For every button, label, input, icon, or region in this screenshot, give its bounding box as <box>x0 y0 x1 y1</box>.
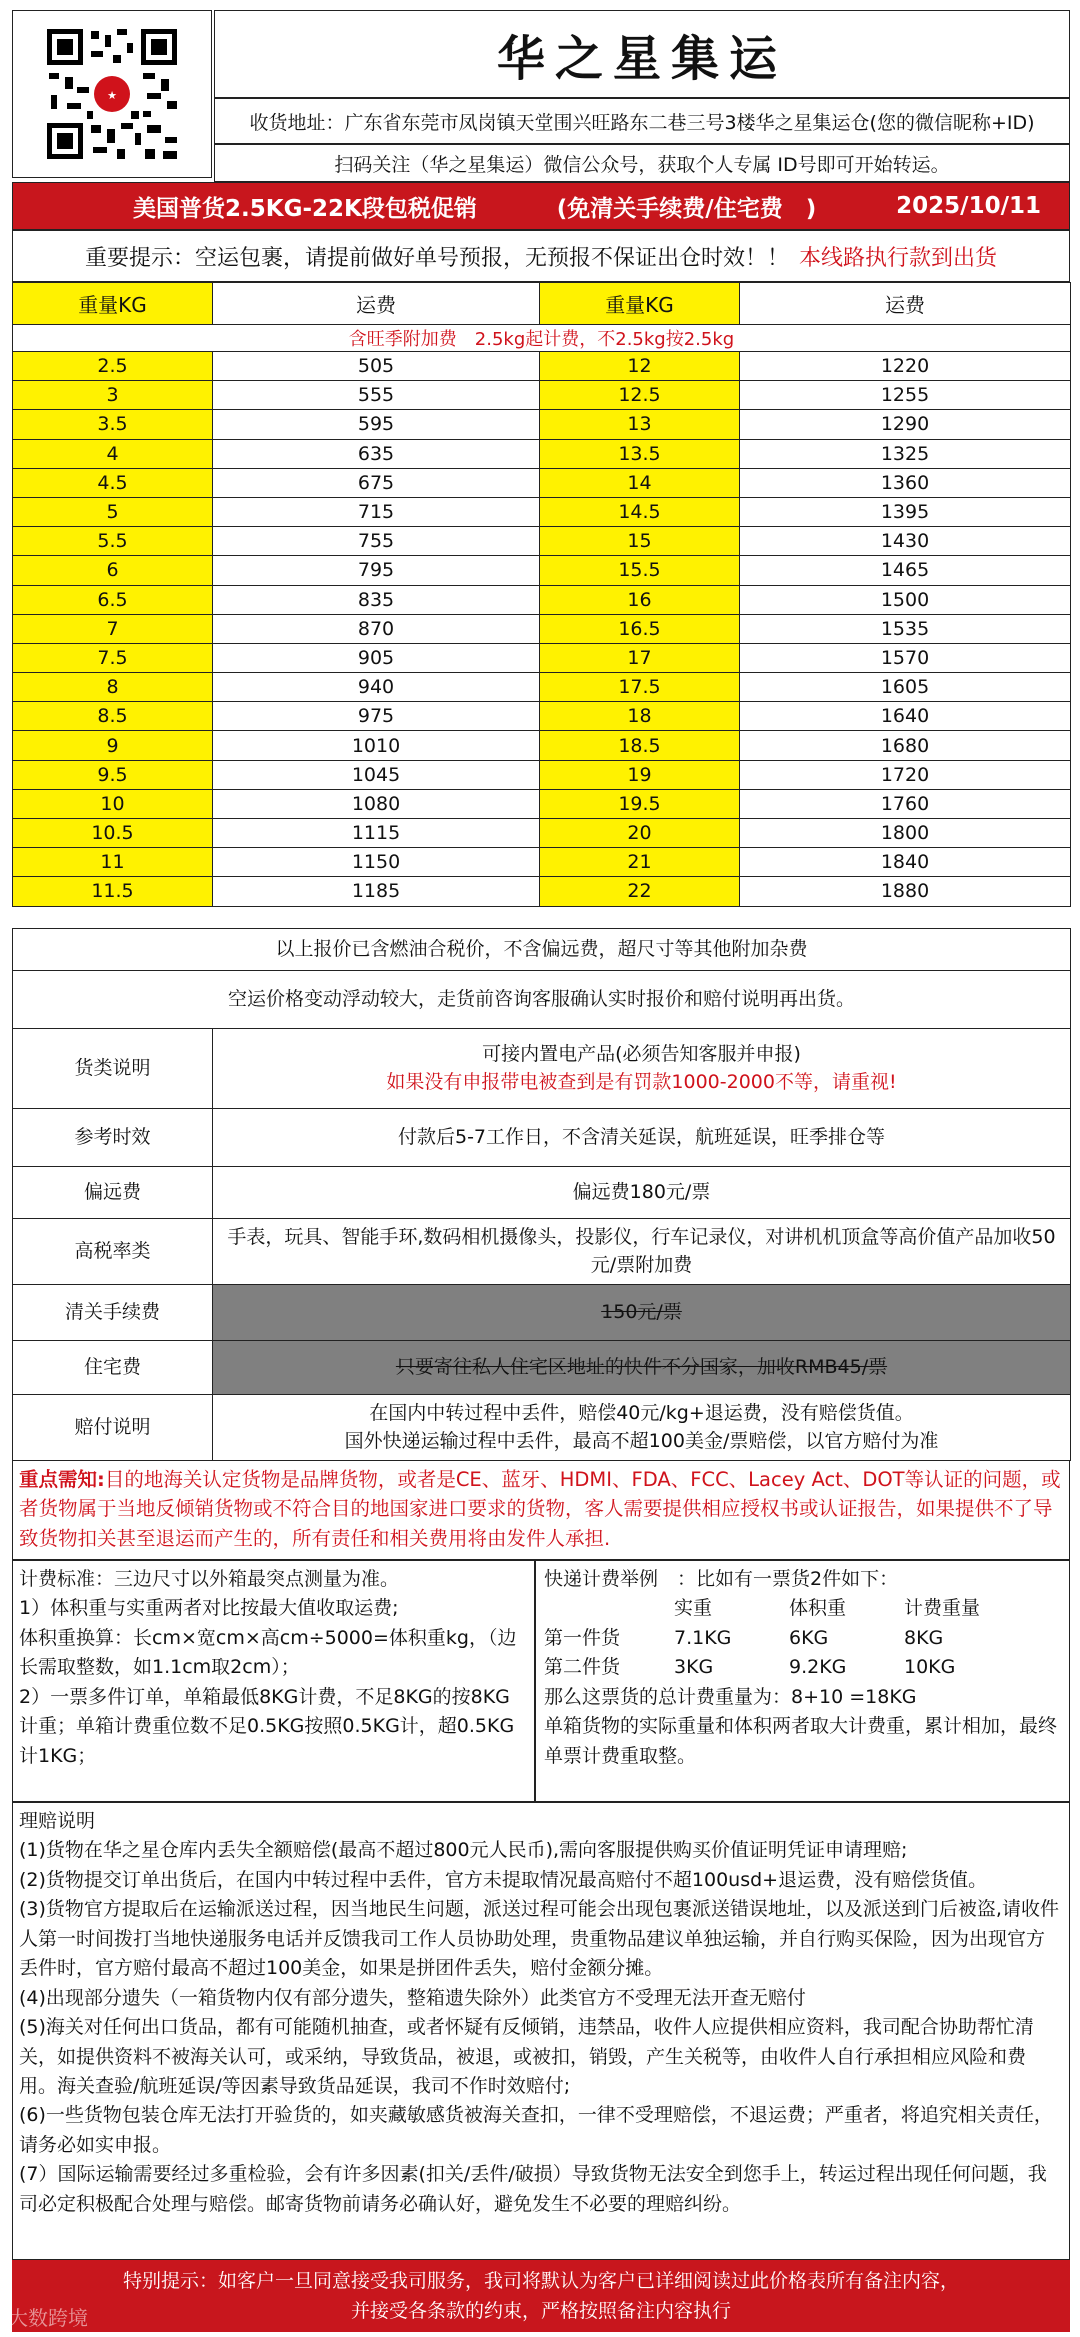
billing-line: 2）一票多件订单，单箱最低8KG计费，不足8KG的按8KG计重；单箱计费重位数不足0.5KG按照0.5KG计，超0.5KG计1KG； <box>19 1685 515 1767</box>
fee-right-cell: 1255 <box>740 381 1071 410</box>
notice-red-text: 本线路执行款到出货 <box>799 245 998 271</box>
footer-line-2: 并接受各条款的约束，严格按照备注内容执行 <box>350 2300 731 2322</box>
claims-item: (3)货物官方提取后在运输派送过程，因当地民生问题，派送过程可能会出现包裹派送错误地址，以及派送到门后被盗,请收件人第一时间拨打当地快递服务电话并反馈我司工作人员协助处理，贵重物品建议单独运输，并自行购买保险，因为出现官方丢件时，官方赔付最高不超过100美金，如果是拼团件丢失，赔付金额分摊。 <box>19 1898 1059 1980</box>
fee-left-cell: 975 <box>213 702 540 731</box>
info-line-tax: 以上报价已含燃油合税价，不含偏远费，超尺寸等其他附加杂费 <box>13 929 1071 971</box>
remote-fee-value: 偏远费180元/票 <box>213 1167 1071 1219</box>
rate-row <box>13 673 1071 702</box>
fee-right-cell: 1465 <box>740 556 1071 585</box>
transit-time-value: 付款后5-7工作日，不含清关延误，航班延误，旺季排仓等 <box>213 1109 1071 1167</box>
header-fee-right: 运费 <box>740 283 1071 325</box>
scan-note: 扫码关注（华之星集运）微信公众号，获取个人专属 ID号即可开始转运。 <box>214 144 1070 182</box>
fee-left-cell: 1010 <box>213 731 540 760</box>
fee-left-cell: 675 <box>213 468 540 497</box>
compensation-label: 赔付说明 <box>13 1395 213 1461</box>
weight-left-cell: 7.5 <box>13 643 213 672</box>
rate-row <box>13 789 1071 818</box>
weight-right-cell: 16 <box>540 585 740 614</box>
fee-right-cell: 1680 <box>740 731 1071 760</box>
weight-left-cell: 3.5 <box>13 410 213 439</box>
weight-right-cell: 12 <box>540 352 740 381</box>
fee-right-cell: 1220 <box>740 352 1071 381</box>
billing-line: 体积重换算：长cm×宽cm×高cm÷5000=体积重kg，（边长需取整数，如1.1cm取2cm）； <box>19 1626 517 1679</box>
fee-left-cell: 905 <box>213 643 540 672</box>
notice-text: 重要提示：空运包裹，请提前做好单号预报，无预报不保证出仓时效！！ <box>84 245 789 271</box>
qr-code <box>12 10 212 178</box>
rate-table <box>12 282 1071 907</box>
high-tax-label: 高税率类 <box>13 1219 213 1285</box>
example-header-actual: 实重 <box>674 1597 713 1620</box>
weight-left-cell: 3 <box>13 381 213 410</box>
weight-right-cell: 15 <box>540 527 740 556</box>
weight-right-cell: 17 <box>540 643 740 672</box>
weight-left-cell: 11.5 <box>13 877 213 906</box>
example-row <box>544 1653 1061 1682</box>
billing-line: 计费标准：三边尺寸以外箱最突点测量为准。 <box>19 1568 400 1590</box>
fee-right-cell: 1880 <box>740 877 1071 906</box>
residential-fee-label: 住宅费 <box>13 1341 213 1395</box>
rate-row <box>13 614 1071 643</box>
info-line-price-change: 空运价格变动浮动较大，走货前咨询客服确认实时报价和赔付说明再出货。 <box>13 971 1071 1029</box>
weight-left-cell: 8.5 <box>13 702 213 731</box>
fee-right-cell: 1570 <box>740 643 1071 672</box>
claims-item: (4)出现部分遗失（一箱货物内仅有部分遗失，整箱遗失除外）此类官方不受理无法开查无赔付 <box>19 1986 806 2009</box>
weight-left-cell: 11 <box>13 848 213 877</box>
key-notes-prefix: 重点需知: <box>19 1468 105 1491</box>
compensation-value <box>213 1395 1071 1461</box>
important-notice <box>12 230 1070 282</box>
weight-left-cell: 5 <box>13 497 213 526</box>
rate-row <box>13 731 1071 760</box>
example-total: 那么这票货的总计费重量为：8+10 =18KG <box>544 1685 917 1708</box>
promo-date: 2025/10/11 <box>896 193 1041 219</box>
high-tax-value: 手表，玩具、智能手环,数码相机摄像头，投影仪，行车记录仪，对讲机机顶盒等高价值产品加收50元/票附加费 <box>213 1219 1071 1285</box>
fee-right-cell: 1500 <box>740 585 1071 614</box>
compensation-overseas: 国外快递运输过程中丢件，最高不超100美金/票赔偿，以官方赔付为准 <box>344 1429 939 1452</box>
example-cell: 10KG <box>904 1656 956 1679</box>
fee-left-cell: 1185 <box>213 877 540 906</box>
promo-banner <box>12 182 1070 230</box>
fee-right-cell: 1290 <box>740 410 1071 439</box>
weight-right-cell: 22 <box>540 877 740 906</box>
weight-left-cell: 4.5 <box>13 468 213 497</box>
billing-example <box>535 1560 1070 1802</box>
company-title: 华之星集运 <box>214 10 1070 98</box>
fee-left-cell: 715 <box>213 497 540 526</box>
example-cell: 6KG <box>789 1626 829 1649</box>
fee-left-cell: 505 <box>213 352 540 381</box>
weight-right-cell: 13.5 <box>540 439 740 468</box>
example-title: 快递计费举例 ：比如有一票货2件如下： <box>544 1568 899 1590</box>
fee-right-cell: 1720 <box>740 760 1071 789</box>
surcharge-note: 含旺季附加费 2.5kg起计费，不2.5kg按2.5kg <box>13 325 1071 352</box>
header-weight-left: 重量KG <box>13 283 213 325</box>
claims-item: (6)一些货物包装仓库无法打开验货的，如夹藏敏感货被海关查扣，一律不受理赔偿，不退运费；严重者，将追究相关责任，请务必如实申报。 <box>19 2104 1053 2156</box>
weight-left-cell: 4 <box>13 439 213 468</box>
weight-left-cell: 6.5 <box>13 585 213 614</box>
example-cell: 3KG <box>674 1656 714 1679</box>
rate-row <box>13 585 1071 614</box>
info-table <box>12 928 1071 1461</box>
claims-item: (1)货物在华之星仓库内丢失全额赔偿(最高不超过800元人民币),需向客服提供购买价值证明凭证申请理赔; <box>19 1839 908 1862</box>
billing-line: 1）体积重与实重两者对比按最大值收取运费; <box>19 1597 399 1620</box>
fee-right-cell: 1360 <box>740 468 1071 497</box>
weight-right-cell: 18 <box>540 702 740 731</box>
key-notes-text: 目的地海关认定货物是品牌货物，或者是CE、蓝牙、HDMI、FDA、FCC、Lacey Act、DOT等认证的问题，或者货物属于当地反倾销货物或不符合目的地国家进口要求的货物，客人需要提供相应授权书或认证报告，如果提供不了导致货物扣关甚至退运而产生的，所有责任和相关费用将由发件人承担. <box>19 1468 1061 1550</box>
weight-right-cell: 19.5 <box>540 789 740 818</box>
watermark: 大数跨境 <box>8 2306 88 2330</box>
cargo-type-label: 货类说明 <box>13 1029 213 1109</box>
billing-standard <box>12 1560 535 1802</box>
fee-right-cell: 1325 <box>740 439 1071 468</box>
fee-left-cell: 555 <box>213 381 540 410</box>
example-header-volume: 体积重 <box>789 1597 847 1620</box>
residential-fee-value: 只要寄往私人住宅区地址的快件不分国家，加收RMB45/票 <box>213 1341 1071 1395</box>
fee-left-cell: 1115 <box>213 819 540 848</box>
example-cell: 9.2KG <box>789 1656 847 1679</box>
weight-left-cell: 10 <box>13 789 213 818</box>
fee-left-cell: 1045 <box>213 760 540 789</box>
clearance-fee-value: 150元/票 <box>213 1285 1071 1341</box>
rate-row <box>13 439 1071 468</box>
weight-left-cell: 10.5 <box>13 819 213 848</box>
rate-row <box>13 848 1071 877</box>
example-cell: 第一件货 <box>544 1626 621 1649</box>
fee-right-cell: 1840 <box>740 848 1071 877</box>
example-header-charged: 计费重量 <box>904 1597 981 1620</box>
rate-row <box>13 877 1071 906</box>
weight-right-cell: 14.5 <box>540 497 740 526</box>
fee-left-cell: 835 <box>213 585 540 614</box>
cargo-type-value <box>213 1029 1071 1109</box>
fee-left-cell: 795 <box>213 556 540 585</box>
claims-item: (7）国际运输需要经过多重检验，会有许多因素(扣关/丢件/破损）导致货物无法安全到您手上，转运过程出现任何问题，我司必定积极配合处理与赔偿。邮寄货物前请务必确认好，避免发生不必要的理赔纠纷。 <box>19 2163 1047 2215</box>
weight-left-cell: 6 <box>13 556 213 585</box>
example-cell: 8KG <box>904 1626 944 1649</box>
fee-left-cell: 1150 <box>213 848 540 877</box>
fee-left-cell: 870 <box>213 614 540 643</box>
clearance-fee-label: 清关手续费 <box>13 1285 213 1341</box>
weight-right-cell: 18.5 <box>540 731 740 760</box>
rate-row <box>13 760 1071 789</box>
header-weight-right: 重量KG <box>540 283 740 325</box>
fee-right-cell: 1535 <box>740 614 1071 643</box>
rate-row <box>13 410 1071 439</box>
cargo-type-warning: 如果没有申报带电被查到是有罚款1000-2000不等，请重视! <box>386 1070 897 1093</box>
remote-fee-label: 偏远费 <box>13 1167 213 1219</box>
example-cell: 第二件货 <box>544 1656 621 1679</box>
rate-row <box>13 643 1071 672</box>
weight-right-cell: 19 <box>540 760 740 789</box>
weight-left-cell: 2.5 <box>13 352 213 381</box>
rate-row <box>13 527 1071 556</box>
rate-row <box>13 352 1071 381</box>
receiving-address: 收货地址：广东省东莞市凤岗镇天堂围兴旺路东二巷三号3楼华之星集运仓(您的微信昵称+ID) <box>214 98 1070 144</box>
example-row <box>544 1624 1061 1653</box>
fee-left-cell: 755 <box>213 527 540 556</box>
weight-right-cell: 21 <box>540 848 740 877</box>
fee-left-cell: 635 <box>213 439 540 468</box>
fee-right-cell: 1640 <box>740 702 1071 731</box>
surcharge-row <box>13 325 1071 352</box>
weight-left-cell: 9.5 <box>13 760 213 789</box>
fee-right-cell: 1760 <box>740 789 1071 818</box>
rate-row <box>13 468 1071 497</box>
fee-right-cell: 1800 <box>740 819 1071 848</box>
claims-section <box>12 1802 1070 2260</box>
weight-left-cell: 5.5 <box>13 527 213 556</box>
special-notice-footer <box>12 2260 1070 2332</box>
fee-right-cell: 1395 <box>740 497 1071 526</box>
rate-row <box>13 381 1071 410</box>
fee-left-cell: 940 <box>213 673 540 702</box>
rate-row <box>13 556 1071 585</box>
example-cell: 7.1KG <box>674 1626 732 1649</box>
fee-left-cell: 1080 <box>213 789 540 818</box>
example-header-row <box>544 1594 1061 1623</box>
rate-row <box>13 819 1071 848</box>
claims-item: (5)海关对任何出口货品，都有可能随机抽查，或者怀疑有反倾销，违禁品，收件人应提供相应资料，我司配合协助帮忙清关，如提供资料不被海关认可，或采纳，导致货品，被退，或被扣，销毁，产生关税等，由收件人自行承担相应风险和费用。海关查验/航班延误/等因素导致货品延误，我司不作时效赔付; <box>19 2016 1034 2097</box>
weight-left-cell: 9 <box>13 731 213 760</box>
example-header-blank <box>544 1594 674 1623</box>
rate-row <box>13 702 1071 731</box>
claims-item: (2)货物提交订单出货后，在国内中转过程中丢件，官方未提取情况最高赔付不超100usd+退运费，没有赔偿货值。 <box>19 1868 988 1891</box>
promo-title: 美国普货2.5KG-22K段包税促销 <box>133 195 477 222</box>
weight-right-cell: 12.5 <box>540 381 740 410</box>
rate-table-header <box>13 283 1071 325</box>
weight-left-cell: 7 <box>13 614 213 643</box>
rate-row <box>13 497 1071 526</box>
weight-right-cell: 17.5 <box>540 673 740 702</box>
weight-right-cell: 15.5 <box>540 556 740 585</box>
weight-right-cell: 14 <box>540 468 740 497</box>
transit-time-label: 参考时效 <box>13 1109 213 1167</box>
cargo-type-text: 可接内置电产品(必须告知客服并申报) <box>482 1042 801 1065</box>
qr-code-icon <box>13 11 210 176</box>
svg-text:★: ★ <box>107 90 117 102</box>
weight-right-cell: 16.5 <box>540 614 740 643</box>
weight-right-cell: 20 <box>540 819 740 848</box>
weight-left-cell: 8 <box>13 673 213 702</box>
promo-free-fees: (免清关手续费/住宅费 ) <box>556 195 817 222</box>
fee-right-cell: 1605 <box>740 673 1071 702</box>
key-notes <box>12 1460 1070 1560</box>
header-fee-left: 运费 <box>213 283 540 325</box>
footer-line-1: 特别提示：如客户一旦同意接受我司服务，我司将默认为客户已详细阅读过此价格表所有备注内容， <box>122 2269 959 2292</box>
weight-right-cell: 13 <box>540 410 740 439</box>
claims-title: 理赔说明 <box>19 1810 96 1832</box>
compensation-domestic: 在国内中转过程中丢件，赔偿40元/kg+退运费，没有赔偿货值。 <box>369 1401 914 1424</box>
fee-left-cell: 595 <box>213 410 540 439</box>
example-note: 单箱货物的实际重量和体积两者取大计费重，累计相加，最终单票计费重取整。 <box>544 1715 1058 1767</box>
fee-right-cell: 1430 <box>740 527 1071 556</box>
